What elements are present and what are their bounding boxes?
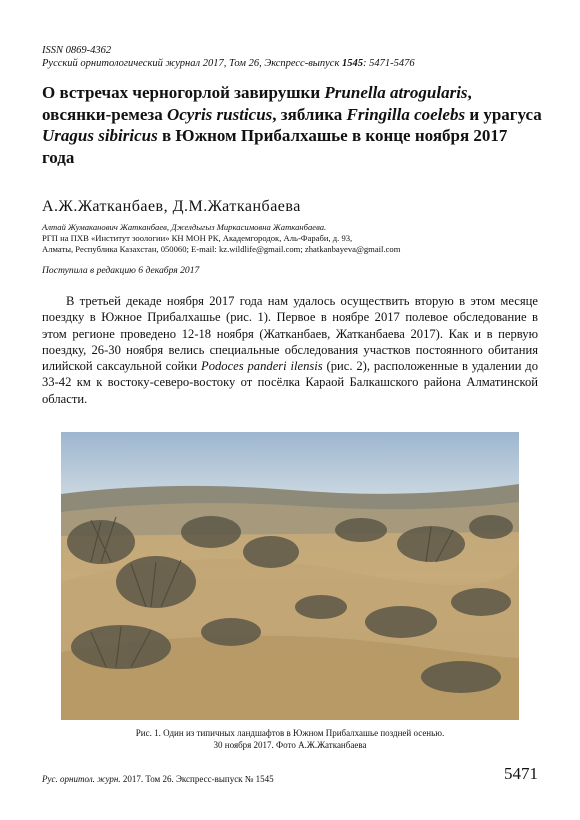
landscape-photo xyxy=(61,432,519,720)
title-species: Uragus sibiricus xyxy=(42,126,158,145)
title-species: Fringilla coelebs xyxy=(346,104,466,124)
paragraph-text: (рис. 2), расположенные в удалении до 33-42 км к востоку-северо-востоку от посёлка Караой Балкашского района Алматинской области. xyxy=(42,359,539,406)
figure-caption xyxy=(70,728,510,751)
title-species: Ocyris rusticus xyxy=(166,104,273,124)
journal-abbreviation: Рус. орнитол. журн. xyxy=(42,774,121,784)
article-title xyxy=(42,82,542,168)
title-part: , зяблика xyxy=(272,104,347,124)
body-text xyxy=(42,293,538,407)
journal-prefix: Русский орнитологический журнал 2017, Том 26, Экспресс-выпуск xyxy=(42,58,342,69)
journal-header xyxy=(42,44,415,70)
footer-citation xyxy=(42,774,274,784)
title-part: О встречах черногорлой завирушки xyxy=(42,83,325,102)
authors: А.Ж.Жатканбаев, Д.М.Жатканбаева xyxy=(42,198,301,215)
address-line: Алматы, Республика Казахстан, 050060; E-mail: kz.wildlife@gmail.com; zhatkanbayeva@gmail.com xyxy=(42,244,401,255)
affiliation xyxy=(42,222,542,256)
paragraph-text: В третьей декаде ноября 2017 года нам удалось осуществить вторую в этом месяце поездку в Южное Прибалхашье (рис. 1). Первое в ноябре 2017 полевое обследование в этом регионе проведено 12-18 ноября (Жатканбаев, Жатканбаева 2017). Как и в первую поездку, 26-30 ноября велись специальные обследования участков постоянного обитания илийской саксаульной сойки xyxy=(42,294,538,374)
institution-line: РГП на ПХВ «Институт зоологии» КН МОН РК, Академгородок, Аль-Фараби, д. 93, xyxy=(42,233,353,244)
caption-line: Рис. 1. Один из типичных ландшафтов в Южном Прибалхашье поздней осенью. xyxy=(135,728,445,738)
species-name: Podoces panderi ilensis xyxy=(201,359,323,374)
received-date: Поступила в редакцию 6 декабря 2017 xyxy=(42,265,200,276)
paragraph xyxy=(42,293,538,407)
title-part: и урагуса xyxy=(465,104,542,124)
title-species: Prunella atrogularis xyxy=(324,83,468,102)
title-part: , овсянки-ремеза xyxy=(42,83,472,124)
title-part: в Южном Прибалхашье в конце ноября 2017 года xyxy=(42,126,508,167)
journal-line xyxy=(42,57,415,70)
page-range: : 5471-5476 xyxy=(363,58,415,69)
caption-line: 30 ноября 2017. Фото А.Ж.Жатканбаева xyxy=(213,739,367,750)
page-number: 5471 xyxy=(504,764,538,783)
issue-number: 1545 xyxy=(342,58,363,69)
footer-rest: 2017. Том 26. Экспресс-выпуск № 1545 xyxy=(120,774,274,784)
issn-line: ISSN 0869-4362 xyxy=(42,45,112,56)
author-full-names: Алтай Жумаканович Жатканбаев, Джелдыгыз Миркасимовна Жатканбаева. xyxy=(42,222,327,232)
